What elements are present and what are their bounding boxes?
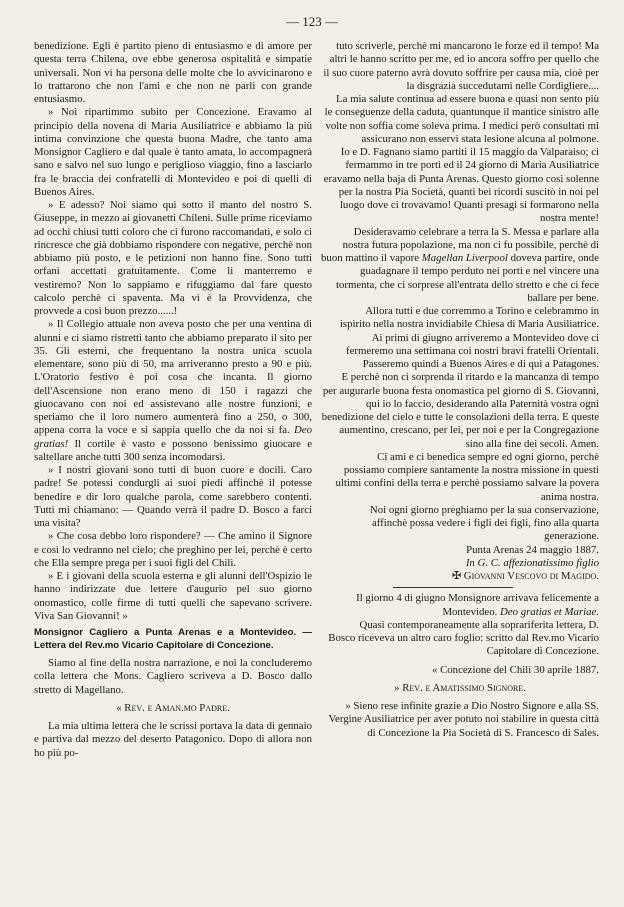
page-number: — 123 — bbox=[286, 14, 338, 29]
letter-signature: ✠ Giovanni Vescovo di Magido. bbox=[452, 570, 599, 582]
ship-name: Magellan Liverpool bbox=[421, 252, 508, 264]
paragraph: Allora tutti e due corremmo a Torino e celebrammo in ispirito nella nostra invidiabile Chiesa di Maria Ausiliatrice. bbox=[339, 305, 599, 331]
paragraph: » Noi ripartimmo subito per Concezione. Eravamo al principio della novena di Maria Ausiliatrice e abbiamo la più intima convinzione che questa buona Madre, che tanto ama Monsignor Cagliero e dal quale è tanto amata, lo accompagnerà sano e salvo nel suo lungo e periglioso viaggio, fino a lasciarlo fra le braccia dei confratelli di Montevideo e poi di quelli di Buenos Aires. bbox=[34, 106, 312, 198]
letter-date: « Concezione del Chilì 30 aprile 1887. bbox=[431, 663, 599, 676]
paragraph: La mia ultima lettera che le scrissi portava la data di gennaio e partiva dal mezzo del deserto Patagonico. Dopo di allora non ho più po- bbox=[34, 720, 312, 759]
paragraph: Siamo al fine della nostra narrazione, e noi la concluderemo colla lettera che Mons. Cagliero scriveva a D. Bosco dallo stretto di Magellano. bbox=[34, 657, 312, 696]
right-column bbox=[321, 40, 599, 740]
paragraph bbox=[34, 318, 312, 464]
paragraph: » E i giovani della scuola esterna e gli alunni dell'Ospizio le hanno indirizzate due lettere d'augurio pel suo giorno onomastico, colle firme di tutti quelli che sapevano scrivere. Viva San Giovanni! » bbox=[34, 570, 312, 622]
section-heading: Monsignor Cagliero a Punta Arenas e a Montevideo. — Lettera del Rev.mo Vicario Capitolare di Concezione. bbox=[34, 627, 312, 651]
paragraph: » Che cosa debbo loro rispondere? — Che amino il Signore e così lo vedranno nel cielo; che preghino per lei, perchè è certo che Ella sempre prega per i suoi figli del Chilì. bbox=[34, 530, 312, 569]
letter-salutation: » Rev. e Amatissimo Signore. bbox=[394, 681, 526, 694]
paragraph: Io e D. Fagnano siamo partiti il 15 maggio da Valparaiso; ci fermammo in tre porti ed il 24 giorno di Maria Ausiliatrice eravamo nella baja di Punta Arenas. Questo giorno così solenne per la nostra Pia Società, quanti bei ricordi suscitò in noi pel luogo dove ci trovavamo! Quanti presagi si formarono nella nostra mente! bbox=[323, 146, 599, 225]
paragraph: Quasi contemporaneamente alla soprariferita lettera, D. Bosco riceveva un altro caro foglio: scritto dal Rev.mo Vicario Capitolare di Concezione. bbox=[328, 618, 599, 658]
paragraph: Ci ami e ci benedica sempre ed ogni giorno, perchè possiamo compiere santamente la nostra missione in questi ultimi confini della terra e perchè possiamo salvare la povera anima nostra. bbox=[335, 450, 599, 503]
paragraph: Ai primi di giugno arriveremo a Montevideo dove ci fermeremo una settimana coi nostri bravi fratelli Orientali. Passeremo quindi a Buenos Aires e di qui a Patagones. bbox=[345, 331, 599, 370]
left-column bbox=[34, 40, 312, 760]
paragraph: » E adesso? Noi siamo qui sotto il manto del nostro S. Giuseppe, in mezzo ai giovanetti Chileni. Sulle prime riceviamo ad occhi chiusi tutti coloro che ci furono raccomandati, e solo ci rincresce che già dobbiamo rispondere con negative, perchè non abbiamo più posto, e le petizioni non hanno fine. Sono tutti orfani accettati gratuitamente. Come li manterremo e vestiremo? Non lo sappiamo e rifuggiamo dal fare questo calcolo perchè ci spaventa. Ma vi è la Provvidenza, che provvede a così buon prezzo......! bbox=[34, 199, 312, 317]
letter-salutation: « Rev. e Aman.mo Padre. bbox=[116, 701, 230, 714]
paragraph: tuto scriverle, perchè mi mancarono le forze ed il tempo! Ma altri le hanno scritto per me, ed io ancora soffro per quello che il suo cuore paterno avrà dovuto soffrire per causa mia, cioè per la disgrazia succedutami nelle Cordigliere.... bbox=[323, 40, 599, 92]
paragraph-text: » Il Collegio attuale non aveva posto che per una ventina di alunni e ci siamo ristretti tanto che abbiamo preparato il sito per 35. Gli esterni, che frequentano la nostra unica scuola elementare, sono più di 50, ma arriveranno presto a 90 e più. L'Oratorio festivo è poi cosa che incanta. Il giorno dell'Ascensione non erano meno di 150 i ragazzi che giuocavano con noi ed assistevano alle nostre funzioni, e speriamo che il loro numero aumenterà fino a 250, o 300, appena corra la voce e si sappia quello che da noi si fa. bbox=[34, 318, 312, 437]
paragraph: » I nostri giovani sono tutti di buon cuore e docili. Caro padre! Se potessi condurgli ai suoi piedi affinchè il potesse benedire e dir loro qualche parola, come sarebbero contenti. Tutti mi chiamano: — Quando verrà il padre D. Bosco a farci una visita? bbox=[34, 464, 312, 529]
paragraph: benedizione. Egli è partito pieno di entusiasmo e di amore per questa terra Chilena, ove ebbe generosa ospitalità e simpatie universali. Non vi ha persona delle molte che lo avvicinarono e lo trattarono che non l'ami e che non ne parli con grande entusiasmo. bbox=[34, 40, 312, 105]
italic-phrase: Deo gratias et Mariae. bbox=[500, 605, 599, 618]
paragraph bbox=[321, 592, 599, 619]
paragraph-text: doveva partire, onde guadagnare il tempo perduto nei porti e nel vincere una tormenta, che ci sorprese all'entrata dello stretto e che ci fece ballare per bene. bbox=[335, 252, 599, 304]
paragraph: » Sieno rese infinite grazie a Dio Nostro Signore e alla SS. Vergine Ausiliatrice per aver potuto noi stabilire in questa città di Concezione la Pia Società di S. Francesco di Sales. bbox=[328, 700, 599, 739]
paragraph-text: Desideravamo celebrare a terra la S. Messa e parlare alla nostra futura popolazione, ma non ci fu possibile, perchè di buon mattino il vapore bbox=[321, 225, 599, 264]
paragraph-text: Il giorno 4 di giugno Monsignore arrivava felicemente a Montevideo. bbox=[356, 592, 599, 618]
italic-phrase: Deo gratias! bbox=[34, 424, 312, 450]
paragraph: La mia salute continua ad essere buona e quasi non sento più le conseguenze della caduta, quantunque il mantice sinistro alle volte non soffia come soleva prima. I medici però consultati mi assicurano non esservi stata lesione alcuna al polmone. bbox=[324, 93, 599, 145]
paragraph-text: Il cortile è vasto e possono benissimo giuocare e saltellare anche tutti 300 senza incomodarsi. bbox=[34, 437, 312, 463]
paragraph: E perchè non ci sorprenda il ritardo e la mancanza di tempo per augurarle buona festa onomastica pel giorno di S. Giovanni, qui io lo faccio, desiderando alla Paternità vostra ogni benedizione del cielo e tutte le consolazioni della terra. E queste aumentino, crescano, per lei, per noi e per la Congregazione sino alla fine dei secoli. Amen. bbox=[321, 371, 599, 450]
paragraph bbox=[321, 226, 599, 306]
letter-closing: In G. C. affezionatissimo figlio bbox=[465, 556, 599, 569]
paragraph: Noi ogni giorno preghiamo per la sua conservazione, affinchè possa vedere i figli dei figli, fino alla quarta generazione. bbox=[369, 503, 599, 543]
divider bbox=[393, 587, 513, 588]
letter-date: Punta Arenas 24 maggio 1887. bbox=[466, 543, 599, 556]
